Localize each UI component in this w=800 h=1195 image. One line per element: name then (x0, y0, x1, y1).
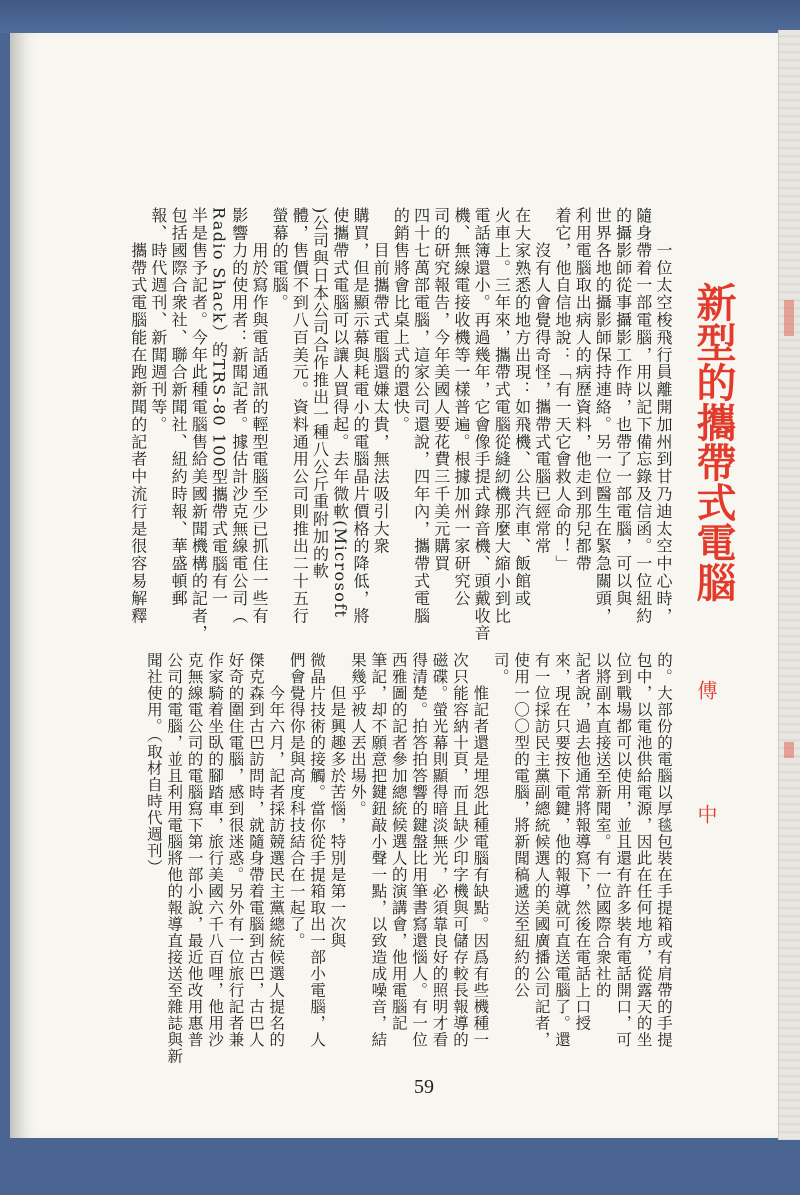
text-column: 得清楚。拍答拍答響的鍵盤比用筆書寫還惱人。有一位 (410, 652, 429, 1048)
text-column: 果幾乎被人丟出場外。 (348, 652, 367, 817)
text-column: 西雅圖的記者參加總統候選人的演講會，他用電腦記 (389, 652, 408, 1032)
text-column: 磁碟。螢光幕則顯得暗淡無光，必須靠良好的照明才看 (430, 652, 449, 1048)
text-column: 惟記者還是埋怨此種電腦有缺點。因爲有些機種一 (471, 652, 490, 1048)
book-cover-cloth (0, 0, 800, 33)
text-column: 火車上。三年來，攜帶式電腦從縫紉機那麼大縮小到比 (492, 207, 512, 625)
text-column: 克無線電公司的電腦寫下第一部小說，最近他改用惠普 (185, 652, 204, 1048)
text-column: 機、無線電接收機等一樣普遍。根據加州一家研究公 (451, 207, 471, 608)
text-column: 以將副本直接送至新聞室。有一位國際合衆社的 (593, 652, 612, 999)
text-column: 用於寫作與電話通訊的輕型電腦至少已抓住一些有 (249, 207, 269, 625)
text-column: 有一位採訪民主黨副總統候選人的美國廣播公司記者， (532, 652, 551, 1048)
text-column: )公司與日本公司合作推出一種八公斤重附加的軟 (310, 207, 330, 581)
text-column: 公司的電腦，並且利用電腦將他的報導直接送至雜誌與新 (165, 652, 184, 1065)
text-column: 包中，以電池供給電源，因此在任何地方，從露天的坐 (634, 652, 653, 1048)
text-column: 位到戰場都可以使用，並且還有許多裝有電話開口，可 (614, 652, 633, 1048)
text-column: 但是興趣多於苦惱，特別是第一次與 (328, 652, 347, 949)
text-column: 利用電腦取出病人的病歷資料，他走到那兒都帶 (573, 207, 593, 573)
text-column: 在大家熟悉的地方出現：如飛機、公共汽車、飯館或 (512, 207, 532, 608)
text-column: 的。大部份的電腦以厚毯包裝在手提箱或有肩帶的手提 (655, 652, 673, 1048)
text-column: 記者說，過去他通常將報導寫下，然後在電話上口授 (573, 652, 592, 1032)
text-column: 攜帶式電腦能在跑新聞的記者中流行是很容易解釋 (128, 207, 148, 625)
text-column: 一位太空梭飛行員離開加州到甘乃迪太空中心時， (654, 207, 673, 625)
page-edges (778, 30, 800, 1140)
text-column: 半是售予記者。今年此種電腦售給美國新聞機構的記者， (189, 207, 209, 642)
text-column: 購買，但是顯示幕與耗電小的電腦晶片價格的降低，將 (350, 207, 370, 625)
text-column: 世界各地的攝影師保持連絡。另一位醫生在緊急關頭， (593, 207, 613, 625)
text-column: 使用一〇〇型的電腦，將新聞稿遞送至紐約的公 (512, 652, 531, 999)
text-column: 目前攜帶式電腦還嫌太貴，無法吸引大衆 (371, 207, 391, 555)
text-column: Radio Shack）的TRS-80 100型攜帶式電腦有一 (209, 207, 229, 608)
text-column: 司。 (491, 652, 510, 685)
page-edge-mark (784, 742, 794, 758)
text-column: 影響力的使用者：新聞記者。據估計沙克無線電公司（ (229, 207, 249, 625)
article-title: 新型的攜帶式電腦 (690, 282, 737, 602)
article-body-lower (143, 652, 674, 1065)
article-body-upper (127, 207, 673, 642)
text-column: 四十七萬部電腦，這家公司還說，四年內，攜帶式電腦 (411, 207, 431, 625)
text-column: 報、時代週刊、新聞週刊等。 (148, 207, 168, 434)
text-column: 來，現在只要按下電鍵，他的報導就可直送電腦了。還 (552, 652, 571, 1048)
text-column: 次只能容納十頁，而且缺少印字機與可儲存較長報導的 (450, 652, 469, 1048)
text-column: 今年六月，記者採訪競選民主黨總統候選人提名的 (267, 652, 286, 1048)
text-column: 體，售價不到八百美元。資料通用公司則推出二十五行 (290, 207, 310, 625)
text-column: 筆記，却不願意把鍵鈕敲小聲一點，以致造成噪音，結 (369, 652, 388, 1048)
text-column: 傑克森到古巴訪問時，就隨身帶着電腦到古巴，古巴人 (246, 652, 265, 1048)
text-column: 包括國際合衆社、聯合新聞社、紐約時報、華盛頓郵 (169, 207, 189, 608)
text-column: 微晶片技術的接觸。當你從手提箱取出一部小電腦，人 (308, 652, 327, 1048)
text-column: 作家騎着坐臥的腳踏車，旅行美國六千八百哩，他用沙 (206, 652, 225, 1048)
text-column: 們會覺得你是與高度科技結合在一起了。 (287, 652, 306, 949)
text-column: 着它，他自信地說：「有一天它會救人命的！」 (552, 207, 572, 573)
text-column: 的攝影師從事攝影工作時，也帶了一部電腦，可以與 (613, 207, 633, 608)
text-column: 聞社使用。（取材自時代週刊） (144, 652, 163, 876)
page-number: 59 (414, 1076, 434, 1098)
page-edge-mark (784, 300, 794, 336)
text-column: 沒有人會覺得奇怪，攜帶式電腦已經常常 (532, 207, 552, 555)
text-column: 的銷售將會比桌上式的還快。 (391, 207, 411, 434)
text-column: 螢幕的電腦。 (270, 207, 290, 312)
text-column: 好奇的圍住電腦，感到很迷惑。另外有一位旅行記者兼 (226, 652, 245, 1048)
text-column: 使攜帶式電腦可以讓人買得起。去年微軟(Microsoft (330, 207, 350, 619)
article-author: 傅中 (694, 680, 718, 928)
text-column: 司的研究報告，今年美國人要花費三千美元購買 (431, 207, 451, 573)
text-column: 隨身帶着一部電腦，用以記下備忘錄及信函。一位紐約 (633, 207, 653, 625)
text-column: 電話簿還小。再過幾年，它會像手提式錄音機、頭戴收音 (472, 207, 492, 642)
